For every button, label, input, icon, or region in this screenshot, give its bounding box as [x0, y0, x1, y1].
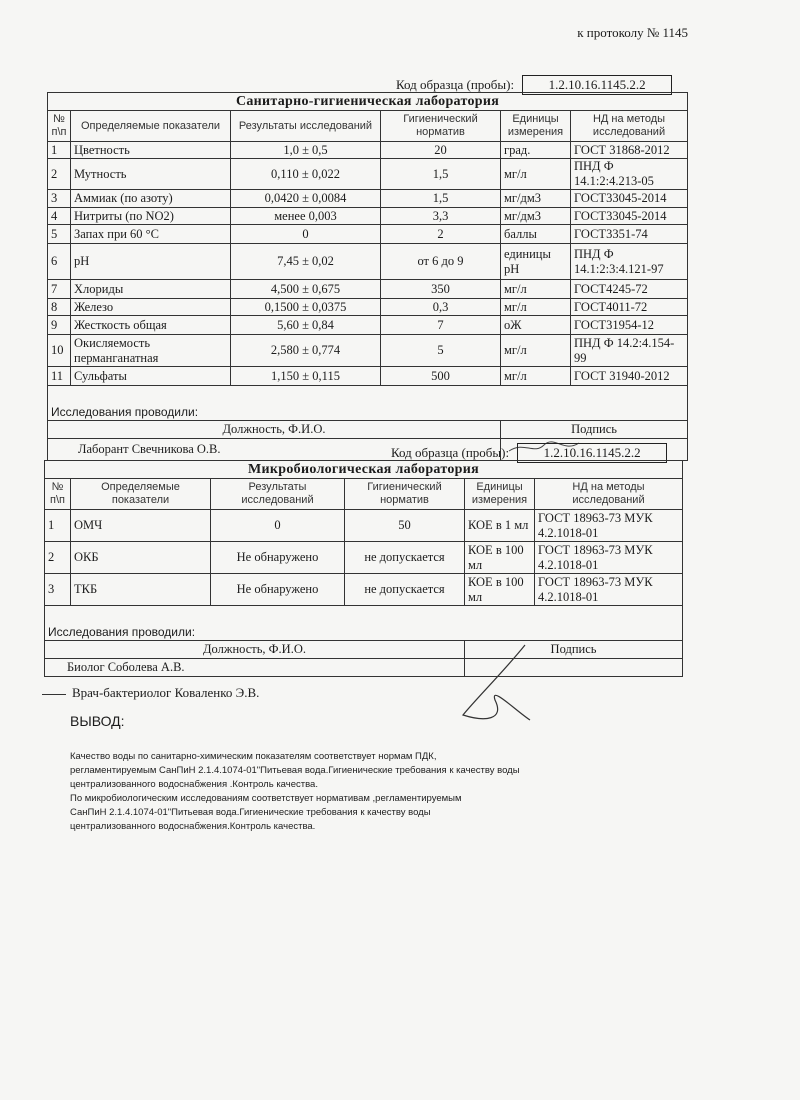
- table-row: [48, 159, 688, 190]
- table-cell: 6: [48, 244, 71, 280]
- conclusion-line: Качество воды по санитарно-химическим показателям соответствует нормам ПДК,: [70, 751, 437, 762]
- table-cell: КОЕ в 100 мл: [465, 574, 535, 606]
- table-cell: ГОСТ 18963-73 МУК 4.2.1018-01: [535, 574, 683, 606]
- table-cell: 0,110 ± 0,022: [231, 159, 381, 190]
- signature-scribble-icon: [455, 640, 545, 730]
- table-cell: Хлориды: [71, 280, 231, 299]
- col-header: Определяемые показатели: [71, 111, 231, 142]
- table-cell: 11: [48, 367, 71, 386]
- position-header: Должность, Ф.И.О.: [48, 420, 501, 438]
- col-header: Определяемые показатели: [71, 479, 211, 510]
- table-cell: ГОСТ33045-2014: [571, 208, 688, 225]
- sample-code-value: 1.2.10.16.1145.2.2: [522, 75, 672, 95]
- table-cell: 5: [48, 225, 71, 244]
- table-cell: ГОСТ 31868-2012: [571, 142, 688, 159]
- table-cell: ПНД Ф 14.1:2:4.213-05: [571, 159, 688, 190]
- table-cell: ГОСТ 18963-73 МУК 4.2.1018-01: [535, 542, 683, 574]
- table-cell: 1,5: [381, 190, 501, 208]
- table-row: [48, 367, 688, 386]
- table-cell: 0: [231, 225, 381, 244]
- table-cell: 4: [48, 208, 71, 225]
- table-cell: Сульфаты: [71, 367, 231, 386]
- table-cell: не допускается: [345, 542, 465, 574]
- col-header: НД на методы исследований: [535, 479, 683, 510]
- sanitary-conducted-label: Исследования проводили:: [48, 404, 688, 421]
- table-cell: 7,45 ± 0,02: [231, 244, 381, 280]
- table-cell: 1,5: [381, 159, 501, 190]
- conclusion-text: [70, 750, 550, 834]
- table-cell: ГОСТ 18963-73 МУК 4.2.1018-01: [535, 510, 683, 542]
- table-row: [45, 542, 683, 574]
- col-header: Единицы измерения: [465, 479, 535, 510]
- table-cell: 5,60 ± 0,84: [231, 316, 381, 335]
- sanitary-header-row: [48, 111, 688, 142]
- micro-header-row: [45, 479, 683, 510]
- table-cell: мг/л: [501, 280, 571, 299]
- table-cell: мг/л: [501, 335, 571, 367]
- table-cell: от 6 до 9: [381, 244, 501, 280]
- micro-lab-title: Микробиологическая лаборатория: [45, 461, 683, 479]
- table-row: [48, 225, 688, 244]
- table-cell: мг/дм3: [501, 208, 571, 225]
- conclusion-line: По микробиологическим исследованиям соответствует нормативам ,регламентируемым: [70, 793, 462, 804]
- table-cell: 0,1500 ± 0,0375: [231, 299, 381, 316]
- table-cell: ТКБ: [71, 574, 211, 606]
- table-cell: 20: [381, 142, 501, 159]
- table-cell: 1,0 ± 0,5: [231, 142, 381, 159]
- table-cell: 3,3: [381, 208, 501, 225]
- table-cell: 2: [381, 225, 501, 244]
- table-cell: Железо: [71, 299, 231, 316]
- table-row: [48, 335, 688, 367]
- position-header: Должность, Ф.И.О.: [45, 640, 465, 658]
- table-cell: ГОСТ 31940-2012: [571, 367, 688, 386]
- table-cell: ГОСТ4011-72: [571, 299, 688, 316]
- table-cell: pH: [71, 244, 231, 280]
- table-cell: ОКБ: [71, 542, 211, 574]
- table-cell: ГОСТ4245-72: [571, 280, 688, 299]
- table-row: [48, 190, 688, 208]
- col-header: Результаты исследований: [211, 479, 345, 510]
- col-header: Результаты исследований: [231, 111, 381, 142]
- dash-line: [42, 694, 66, 695]
- col-header: Единицы измерения: [501, 111, 571, 142]
- conclusion-title: ВЫВОД:: [70, 713, 125, 729]
- table-row: [48, 244, 688, 280]
- table-cell: мг/дм3: [501, 190, 571, 208]
- table-cell: Мутность: [71, 159, 231, 190]
- table-cell: единицы pH: [501, 244, 571, 280]
- table-cell: ГОСТ31954-12: [571, 316, 688, 335]
- table-cell: ГОСТ3351-74: [571, 225, 688, 244]
- table-cell: Аммиак (по азоту): [71, 190, 231, 208]
- col-header: № п\п: [45, 479, 71, 510]
- table-cell: 5: [381, 335, 501, 367]
- table-row: [48, 316, 688, 335]
- protocol-reference: к протоколу № 1145: [577, 25, 688, 40]
- table-cell: мг/л: [501, 299, 571, 316]
- table-cell: КОЕ в 1 мл: [465, 510, 535, 542]
- table-cell: ПНД Ф 14.1:2:3:4.121-97: [571, 244, 688, 280]
- sanitary-lab-title: Санитарно-гигиеническая лаборатория: [48, 93, 688, 111]
- table-cell: Запах при 60 °С: [71, 225, 231, 244]
- staff-member: Биолог Соболева А.В.: [45, 658, 465, 676]
- table-cell: Цветность: [71, 142, 231, 159]
- table-cell: 3: [48, 190, 71, 208]
- table-cell: 3: [45, 574, 71, 606]
- table-cell: 2,580 ± 0,774: [231, 335, 381, 367]
- table-cell: 7: [48, 280, 71, 299]
- table-cell: 2: [45, 542, 71, 574]
- table-cell: 4,500 ± 0,675: [231, 280, 381, 299]
- table-cell: 0,3: [381, 299, 501, 316]
- conclusion-line: централизованного водоснабжения.Контроль качества.: [70, 821, 316, 832]
- col-header: НД на методы исследований: [571, 111, 688, 142]
- table-cell: ПНД Ф 14.2:4.154-99: [571, 335, 688, 367]
- table-cell: 1,150 ± 0,115: [231, 367, 381, 386]
- signature-header: Подпись: [501, 420, 688, 438]
- table-cell: 1: [45, 510, 71, 542]
- table-row: [48, 142, 688, 159]
- table-cell: 9: [48, 316, 71, 335]
- table-row: [48, 208, 688, 225]
- table-row: [48, 280, 688, 299]
- table-cell: 350: [381, 280, 501, 299]
- sample-code-value: 1.2.10.16.1145.2.2: [517, 443, 667, 463]
- table-cell: 0,0420 ± 0,0084: [231, 190, 381, 208]
- table-cell: мг/л: [501, 367, 571, 386]
- table-cell: Не обнаружено: [211, 574, 345, 606]
- table-cell: не допускается: [345, 574, 465, 606]
- table-cell: 2: [48, 159, 71, 190]
- staff-member-extra: [42, 685, 259, 701]
- table-cell: КОЕ в 100 мл: [465, 542, 535, 574]
- micro-conducted-label: Исследования проводили:: [45, 624, 683, 641]
- staff-member: Врач-бактериолог Коваленко Э.В.: [72, 685, 260, 700]
- table-cell: Не обнаружено: [211, 542, 345, 574]
- table-cell: 8: [48, 299, 71, 316]
- table-cell: Жесткость общая: [71, 316, 231, 335]
- table-cell: 0: [211, 510, 345, 542]
- table-cell: 10: [48, 335, 71, 367]
- table-cell: 50: [345, 510, 465, 542]
- col-header: Гигиенический норматив: [345, 479, 465, 510]
- conclusion-line: централизованного водоснабжения .Контроль качества.: [70, 779, 318, 790]
- table-cell: Нитриты (по NO2): [71, 208, 231, 225]
- conclusion-line: регламентируемым СанПиН 2.1.4.1074-01"Питьевая вода.Гигиенические требования к качеству воды: [70, 765, 520, 776]
- sanitary-lab-table: [47, 92, 688, 461]
- table-row: [45, 510, 683, 542]
- table-cell: баллы: [501, 225, 571, 244]
- table-cell: оЖ: [501, 316, 571, 335]
- col-header: № п\п: [48, 111, 71, 142]
- table-cell: 7: [381, 316, 501, 335]
- table-row: [48, 299, 688, 316]
- staff-member: Лаборант Свечникова О.В.: [48, 438, 501, 460]
- table-cell: ГОСТ33045-2014: [571, 190, 688, 208]
- micro-lab-table: [44, 460, 683, 677]
- table-cell: Окисляемость перманганатная: [71, 335, 231, 367]
- sample-code-label: Код образца (пробы):: [391, 445, 510, 460]
- table-cell: град.: [501, 142, 571, 159]
- table-cell: мг/л: [501, 159, 571, 190]
- col-header: Гигиенический норматив: [381, 111, 501, 142]
- conclusion-line: СанПиН 2.1.4.1074-01"Питьевая вода.Гигиенические требования к качеству воды: [70, 807, 431, 818]
- table-cell: 1: [48, 142, 71, 159]
- sample-code-label: Код образца (пробы):: [396, 77, 515, 92]
- signature-header: Подпись: [465, 640, 683, 658]
- table-cell: ОМЧ: [71, 510, 211, 542]
- table-cell: 500: [381, 367, 501, 386]
- table-row: [45, 574, 683, 606]
- table-cell: менее 0,003: [231, 208, 381, 225]
